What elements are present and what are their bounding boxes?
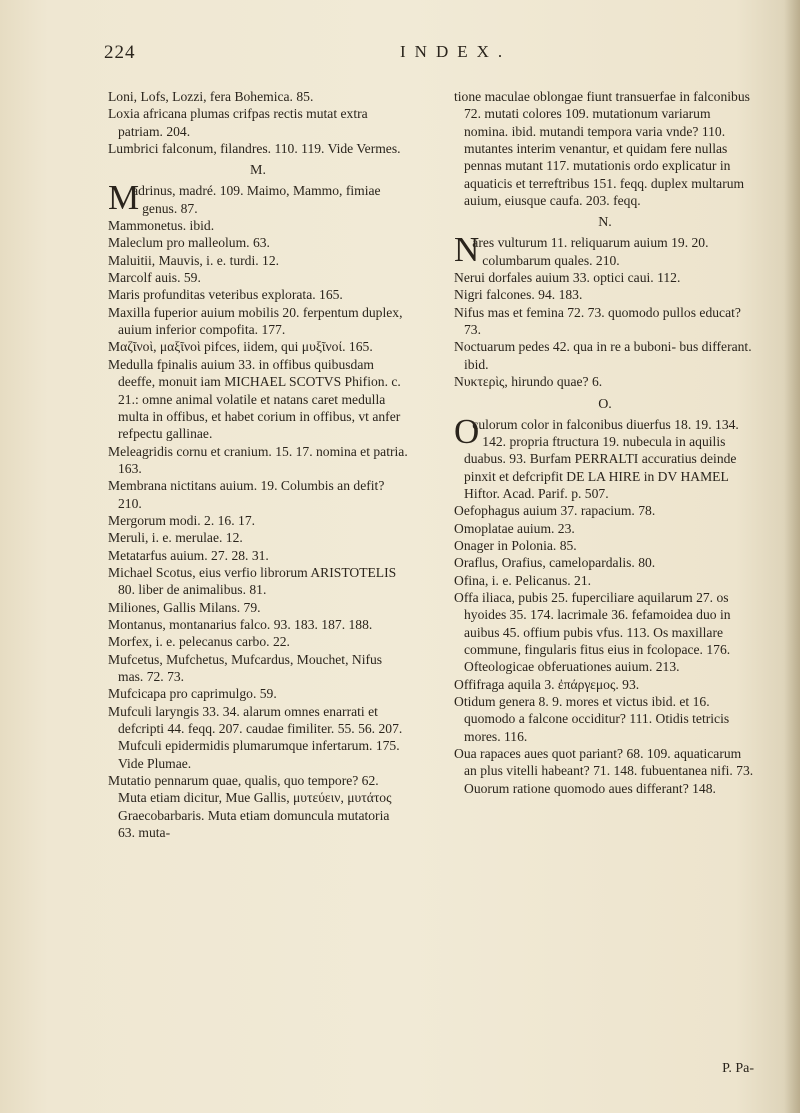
- index-entry: Offa iliaca, pubis 25. fuperciliare aquilarum 27. os hyoides 35. 174. lacrimale 36. fefamoidea duo in auibus 45. offium pubis vfus. 113. Os maxillare commune, fingularis fitus eius in fcolopace. 176. Ofteologicae obferuationes auium. 213.: [454, 589, 731, 675]
- index-entry: Mufcetus, Mufchetus, Mufcardus, Mouchet, Nifus mas. 72. 73.: [108, 651, 383, 684]
- index-entry: Maxilla fuperior auium mobilis 20. ferpentum duplex, auium inferior compofita. 177.: [108, 304, 403, 338]
- dropcap-m: M: [108, 178, 140, 218]
- index-entry: Maleclum pro malleolum. 63.: [108, 235, 270, 251]
- right-column: [454, 88, 756, 797]
- index-entry: Metatarfus auium. 27. 28. 31.: [108, 547, 269, 563]
- index-entry: Nigri falcones. 94. 183.: [454, 287, 583, 303]
- index-entry: Offifraga aquila 3. ἐπάργεμος. 93.: [454, 676, 640, 692]
- index-entry: Mufcicapa pro caprimulgo. 59.: [108, 686, 277, 702]
- index-entry: Nerui dorfales auium 33. optici caui. 112.: [454, 270, 681, 286]
- index-entry: Meleagridis cornu et cranium. 15. 17. nomina et patria. 163.: [108, 443, 408, 476]
- dropcap-n: N: [454, 230, 480, 270]
- index-entry: Μαζῖνοὶ, μαξῖνοὶ pifces, iidem, qui μυξῖνοί. 165.: [108, 339, 373, 355]
- index-entry: Miliones, Gallis Milans. 79.: [108, 599, 261, 615]
- right-top-entries: [454, 88, 756, 209]
- section-letter-m: M.: [250, 163, 266, 179]
- index-entry: Oefophagus auium 37. rapacium. 78.: [454, 503, 656, 519]
- index-entry: Mergorum modi. 2. 16. 17.: [108, 512, 256, 528]
- index-entry: Loni, Lofs, Lozzi, fera Bohemica. 85.: [108, 89, 314, 104]
- page-header: [104, 42, 730, 70]
- index-entry: Omoplatae auium. 23.: [454, 520, 575, 536]
- index-entry: Ofina, i. e. Pelicanus. 21.: [454, 572, 592, 588]
- index-entry: Onager in Polonia. 85.: [454, 537, 577, 553]
- index-entry: Lumbrici falconum, filandres. 110. 119. Vide Vermes.: [108, 141, 401, 157]
- index-entry: Montanus, montanarius falco. 93. 183. 187. 188.: [108, 616, 373, 632]
- index-entry: Meruli, i. e. merulae. 12.: [108, 530, 243, 546]
- section-n-entries: [454, 269, 756, 390]
- section-letter-o: O.: [598, 396, 612, 412]
- section-o-entries: [454, 502, 756, 797]
- index-entry: Oua rapaces aues quot pariant? 68. 109. aquaticarum an plus vitelli habeant? 71. 148. fubuentanea nifi. 73. Ouorum ratione quomodo aues differant? 148.: [454, 746, 754, 796]
- index-entry: Membrana nictitans auium. 19. Columbis an defit? 210.: [108, 478, 385, 511]
- index-entry: Νυκτερὶς, hirundo quae? 6.: [454, 374, 603, 390]
- section-letter-n: N.: [598, 215, 612, 231]
- index-entry: Marcolf auis. 59.: [108, 270, 201, 286]
- first-entry-o: [454, 411, 756, 503]
- page-edge-shadow: [784, 0, 800, 1113]
- index-entry: Nifus mas et femina 72. 73. quomodo pullos educat? 73.: [454, 304, 741, 338]
- section-m-entries: [108, 217, 408, 841]
- left-column: [108, 88, 408, 841]
- index-entry: tione maculae oblongae fiunt transuerfae in falconibus 72. mutati colores 109. mutationum variarum nomina. ibid. mutandi tempora varia vnde? 110. mutantes interim venantur, et quidam fere nullas pennas mutant 117. mutationis ordo explicatur in aquaticis et terreftribus 151. feqq. duplex multarum auium, eiusque caufa. 203. feqq.: [454, 89, 750, 209]
- index-entry: Mufculi laryngis 33. 34. alarum omnes enarrati et defcripti 44. feqq. 207. caudae fimiliter. 55. 56. 207. Mufculi epidermidis plumarumque infertarum. 175. Vide Plumae.: [108, 703, 403, 771]
- first-entry-m-text: adrinus, madré. 109. Maimo, Mammo, fimiae genus. 87.: [132, 183, 381, 216]
- index-entry: Oraflus, Orafius, camelopardalis. 80.: [454, 555, 656, 571]
- catchword: P. Pa-: [722, 1061, 754, 1076]
- index-entry: Otidum genera 8. 9. mores et victus ibid. et 16. quomodo a falcone occiditur? 111. Otidis tetricis mores. 116.: [454, 694, 730, 744]
- left-top-entries: [108, 88, 408, 157]
- index-entry: Mammonetus. ibid.: [108, 218, 215, 234]
- first-entry-m: [108, 178, 408, 218]
- index-entry: Noctuarum pedes 42. qua in re a buboni- bus differant. ibid.: [454, 339, 752, 372]
- first-entry-n: [454, 230, 756, 270]
- index-entry: Maris profunditas veteribus explorata. 165.: [108, 287, 343, 303]
- index-entry: Michael Scotus, eius verfio librorum ARISTOTELIS 80. liber de animalibus. 81.: [108, 564, 397, 598]
- first-entry-o-text: culorum color in falconibus diuerfus 18. 19. 134. 142. propria ftructura 19. nubecula in aquilis duabus. 93. Burfam PERRALTI accuratius deinde pinxit et defcripfit DE LA HIRE in DV HAMEL Hiftor. Acad. Parif. p. 507.: [464, 416, 739, 501]
- index-entry: Medulla fpinalis auium 33. in offibus quibusdam deeffe, monuit iam MICHAEL SCOTVS Phifion. c. 21.: omne animal volatile et natans caret medulla multa in offibus, et habet corium in offibus, vt anfer refpectu gallinae.: [108, 356, 401, 442]
- page-number: 224: [104, 42, 136, 63]
- dropcap-o: O: [454, 411, 480, 451]
- index-entry: Mutatio pennarum quae, qualis, quo tempore? 62. Muta etiam dicitur, Mue Gallis, μυτεύειν, μυτάτος Graecobarbaris. Muta etiam domuncula mutatoria 63. muta-: [108, 773, 392, 841]
- index-entry: Maluitii, Mauvis, i. e. turdi. 12.: [108, 252, 280, 268]
- running-title: INDEX.: [400, 42, 512, 61]
- first-entry-n-text: ares vulturum 11. reliquarum auium 19. 20. columbarum quales. 210.: [472, 235, 709, 268]
- index-entry: Loxia africana plumas crifpas rectis mutat extra patriam. 204.: [108, 106, 368, 139]
- index-entry: Morfex, i. e. pelecanus carbo. 22.: [108, 634, 290, 650]
